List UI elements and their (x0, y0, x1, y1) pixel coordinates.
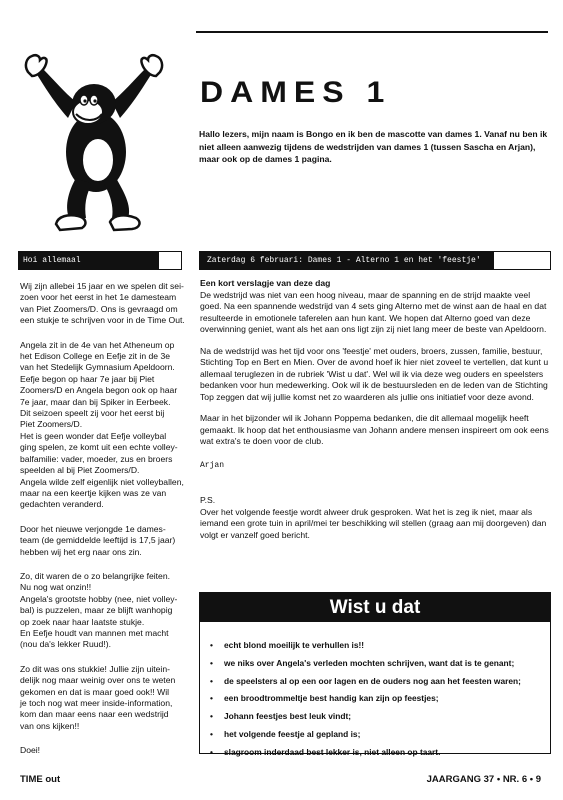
bullet-icon: • (210, 693, 213, 704)
left-article-paragraph (20, 571, 184, 651)
right-article-column (200, 278, 552, 551)
wist-u-dat-item (210, 638, 521, 656)
left-article-column (20, 281, 184, 770)
right-section-header (199, 251, 551, 270)
text-line: van Piet Zoomers/D. Ons is gevraagd om (20, 303, 178, 314)
text-line: Het is geen wonder dat Eefje volleybal (20, 430, 167, 441)
text-line: Nu nog wat onzin!! (20, 582, 92, 593)
text-line: balfamilie: vader, moeder, zus en broers (20, 453, 173, 464)
text-line: Dit seizoen speelt zij voor het eerst bij (20, 408, 165, 419)
text-line: Door het nieuwe verjongde 1e dames- (20, 523, 166, 534)
wist-u-dat-item (210, 656, 521, 674)
bullet-icon: • (210, 657, 213, 668)
ps-label: P.S. (200, 495, 216, 505)
text-line: bal) is puzzelen, maar ze blijft wanhopig (20, 605, 173, 616)
wist-u-dat-item-text: slagroom inderdaad best lekker is, niet alleen op taart. (224, 746, 441, 757)
text-line: Wij zijn allebei 15 jaar en we spelen dit sei- (20, 281, 184, 291)
wist-u-dat-item-text: we niks over Angela's verleden mochten schrijven, want dat is te genant; (224, 657, 515, 668)
wist-u-dat-item (210, 691, 521, 709)
left-section-header (18, 251, 182, 270)
article-subheading: Een kort verslagje van deze dag (200, 278, 331, 288)
wist-u-dat-item-text: de speelsters al op een oor lagen en de ouders nog aan het feesten waren; (224, 675, 521, 686)
footer-issue-info: JAARGANG 37 • NR. 6 • 9 (426, 774, 541, 785)
text-line: je toch nog wat meer inside-information, (20, 698, 173, 708)
text-line: Zo, dit waren de o zo belangrijke feiten. (20, 570, 171, 581)
text-line: Angela wilde zelf eigenlijk niet volleyballen, (20, 476, 184, 487)
footer-magazine-name: TIME out (20, 774, 61, 785)
text-line: speelden al bij Piet Zoomers/D. (20, 465, 140, 476)
text-line: ging spelen, ze komt uit een echte volley- (20, 442, 178, 453)
text-line: En Eefje houdt van mannen met macht (20, 627, 169, 638)
text-line: op zoek naar haar laatste stukje. (20, 616, 145, 627)
right-section-header-label: Zaterdag 6 februari: Dames 1 - Alterno 1 en het 'feestje' (200, 252, 494, 269)
text-line: hebben wij het erg naar ons zin. (20, 546, 142, 557)
wist-u-dat-item (210, 727, 521, 745)
left-section-header-label: Hoi allemaal (19, 252, 159, 269)
text-line: Eefje begon op haar 7e jaar bij Piet (20, 373, 155, 384)
page-title: DAMES 1 (200, 75, 392, 109)
text-line: van ons kijken!! (20, 720, 80, 731)
article-paragraph: Na de wedstrijd was het tijd voor ons 'feestje' met ouders, broers, zussen, familie, bestuur, Stichting Top en Bert en Mien. Over de avond hoef ik hier niet zoveel te vertellen, dat kunt u allemaal teruglezen in de rubriek 'Wist u dat'. Wel wil ik via deze weg ouders en speelsters bedanken voor hun medewerking. Ook wil ik de bestuursleden en de leden van de Stichting Top zeggen dat wij jullie komst net zo waarderen als jullie ons initiatief voor deze avond. (200, 345, 549, 402)
text-line: Zoomers/D en Angela begon ook op haar (20, 385, 178, 396)
wist-u-dat-title: Wist u dat (329, 597, 421, 618)
text-line: (nou da's lekker Ruud!). (20, 639, 111, 650)
text-line: Zo dit was ons stukkie! Jullie zijn uitein- (20, 663, 170, 674)
wist-u-dat-item-text: een broodtrommeltje best handig kan zijn op feestjes; (224, 693, 439, 704)
wist-u-dat-item (210, 709, 521, 727)
wist-u-dat-item-text: het volgende feestje al gepland is; (224, 728, 361, 739)
text-line: delijk nog maar weinig over ons te weten (20, 675, 176, 686)
bullet-icon: • (210, 728, 213, 739)
wist-u-dat-list (210, 638, 521, 763)
wist-u-dat-item-text: echt blond moeilijk te verhullen is!! (224, 640, 365, 650)
left-article-paragraph (20, 745, 184, 756)
wist-u-dat-item (210, 745, 521, 763)
bullet-icon: • (210, 711, 213, 722)
text-line: Angela zit in de 4e van het Atheneum op (20, 339, 175, 350)
text-line: Doei! (20, 745, 41, 756)
left-article-paragraph (20, 340, 184, 511)
bullet-icon: • (210, 640, 213, 650)
left-article-paragraph (20, 524, 184, 558)
text-line: zoen voor het eerst in het 1e damesteam (20, 292, 177, 303)
bullet-icon: • (210, 675, 213, 686)
text-line: Piet Zoomers/D. (20, 419, 83, 430)
top-rule (196, 31, 548, 33)
wist-u-dat-item-text: Johann feestjes best leuk vindt; (224, 711, 352, 722)
text-line: kom dan maar eens naar een wedstrijd (20, 709, 169, 720)
left-article-paragraph (20, 664, 184, 732)
bullet-icon: • (210, 746, 213, 757)
text-line: het Edison College en Eefje zit in de 3e (20, 351, 171, 362)
wist-u-dat-box (199, 592, 551, 757)
text-line: maar na een keertje kijken was ze van (20, 487, 167, 498)
article-paragraph: De wedstrijd was niet van een hoog niveau, maar de spanning en de strijd maakte veel goed. Na een spannende wedstrijd van 4 sets ging Alterno met de winst aan de haal en dat resulteerde in emotionele taferelen aan hun kant. We hopen dat Alterno goed van deze overwinning geniet, want als het aan ons ligt zijn zij niet lang meer de beste van Apeldoorn. (200, 289, 547, 334)
ps-text: Over het volgende feestje wordt alweer druk gesproken. Wat het is zeg ik niet, maar als iemand een grote tuin in april/mei ter beschikking wil stellen (graag aan mij doorgeven) dan volgt er vanzelf goed bericht. (200, 506, 547, 540)
text-line: van het Stedelijk Gymnasium Apeldoorn. (20, 362, 175, 373)
article-paragraph: Maar in het bijzonder wil ik Johann Poppema bedanken, die dit allemaal mogelijk heeft gemaakt. Ik hoop dat het enthousiasme van Johann andere mensen inspireert om ook eens wat extra's te doen voor de club. (200, 413, 549, 446)
gorilla-mascot-icon (14, 42, 174, 232)
wist-u-dat-header (200, 593, 550, 622)
text-line: Angela's grootste hobby (nee, niet volley- (20, 593, 178, 604)
text-line: gedachten veranderd. (20, 499, 104, 510)
intro-paragraph: Hallo lezers, mijn naam is Bongo en ik ben de mascotte van dames 1. Vanaf nu ben ik niet alleen aanwezig tijdens de wedstrijden van dames 1 (tussen Sascha en Arjan), maar ook op de dames 1 pagina. (199, 129, 548, 165)
text-line: een stukje te schrijven voor in de Time Out. (20, 315, 185, 326)
text-line: 7e jaar, maar dan bij Spiker in Eerbeek. (20, 396, 171, 407)
wist-u-dat-item (210, 674, 521, 692)
text-line: team (de gemiddelde leeftijd is 17,5 jaar) (20, 535, 176, 546)
left-article-paragraph (20, 281, 184, 327)
text-line: gekomen en dat is maar goed ook!! Wil (20, 686, 170, 697)
article-signature: Arjan (200, 460, 225, 470)
